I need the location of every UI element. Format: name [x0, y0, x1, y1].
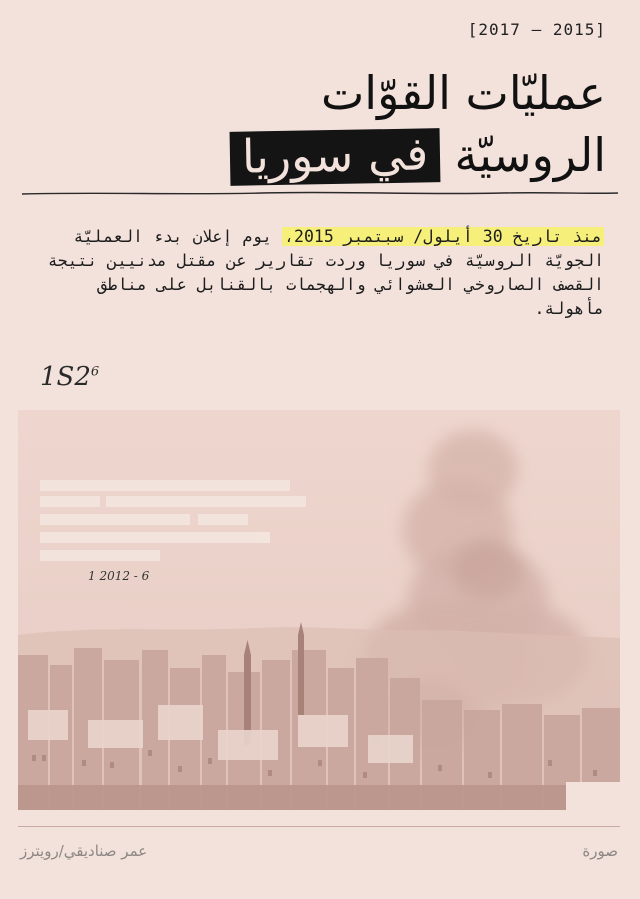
lede-text: يوم إعلان بدء العمليّة الجويّة الروسيّة في سوريا وردت تقارير عن مقتل مدنيين نتيجة القصف الصاروخي العشوائي والهجمات بالقنابل على مناطق مأهولة. [47, 227, 604, 318]
title-highlight: في سوريا [229, 128, 440, 186]
photo-handwritten-note: 1 2012 - 6 [88, 569, 150, 583]
title-divider [22, 188, 618, 198]
lede-highlight: منذ تاريخ 30 أيلول/ سبتمبر 2015، [284, 227, 602, 246]
photo-credit: عمر صناديقي/رويترز [20, 842, 148, 860]
title-line-2 [46, 124, 606, 186]
news-photo [18, 410, 620, 810]
lede-paragraph [34, 225, 604, 321]
page-title [46, 62, 606, 186]
handwritten-note: $1S2^6$ [40, 362, 100, 392]
date-range: [2017 – 2015] [467, 20, 606, 39]
caption-divider [18, 826, 620, 827]
caption-label: صورة [582, 842, 618, 860]
title-line-1: عمليّات القوّات [320, 66, 606, 120]
title-line-2-plain: الروسيّة [454, 128, 606, 182]
